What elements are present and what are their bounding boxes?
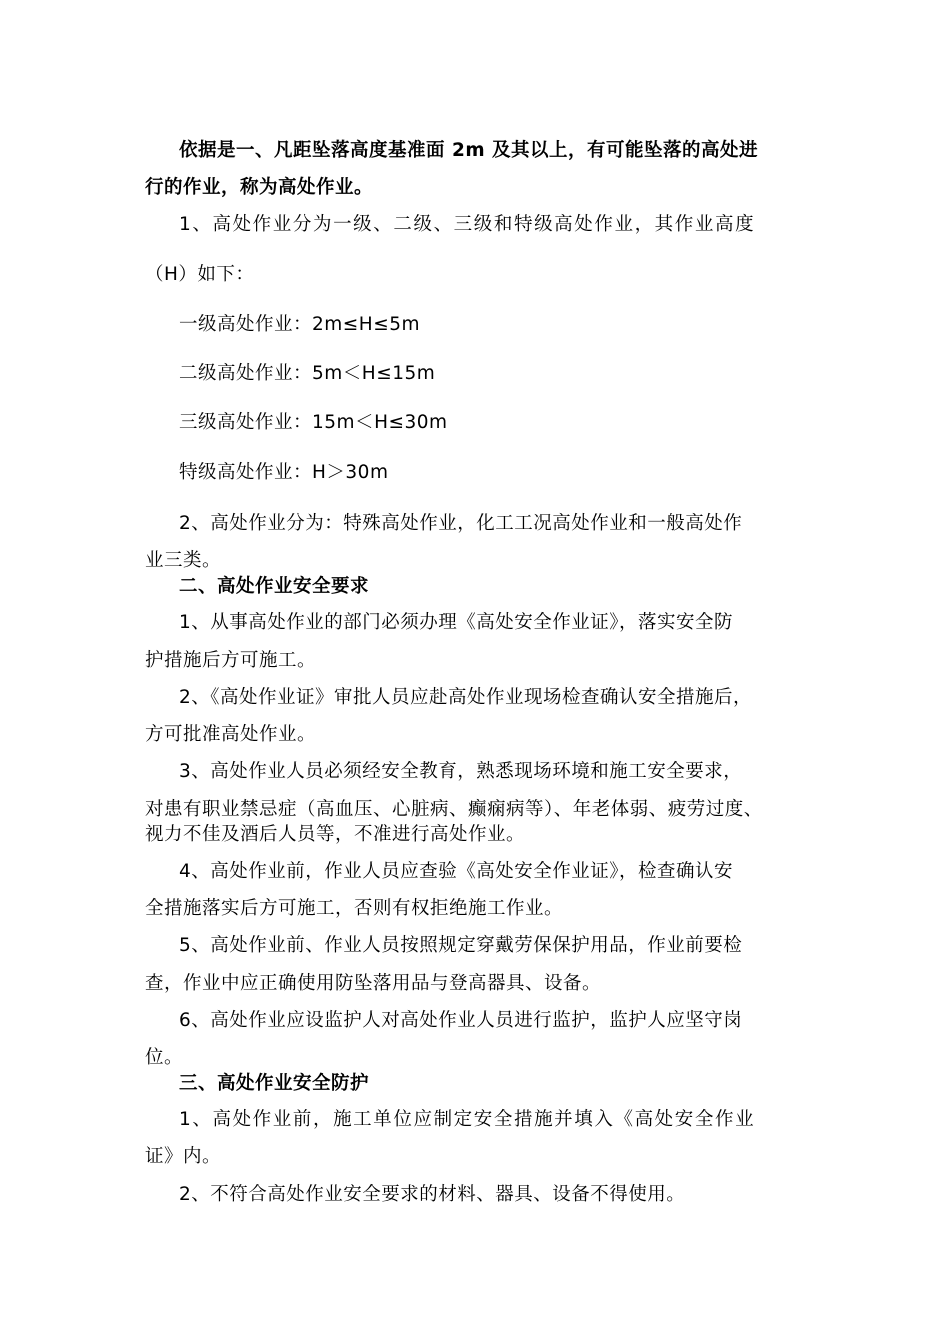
s2-item3-line-1: 3、高处作业人员必须经安全教育，熟悉现场环境和施工安全要求，: [179, 761, 743, 782]
s2-item2-line-1: 2、《高处作业证》审批人员应赴高处作业现场检查确认安全措施后，: [179, 687, 753, 708]
s2-item5-line-2: 查，作业中应正确使用防坠落用品与登高器具、设备。: [145, 973, 602, 994]
s2-item1-line-2: 护措施后方可施工。: [145, 650, 317, 671]
intro-line-2: 行的作业，称为高处作业。: [145, 177, 374, 198]
level-special-line: 特级高处作业：H＞30m: [179, 462, 389, 483]
section-3-heading: 三、高处作业安全防护: [179, 1073, 370, 1094]
item1-line-2: （H）如下：: [145, 264, 255, 285]
s2-item2-line-2: 方可批准高处作业。: [145, 724, 317, 745]
level-2-line: 二级高处作业：5m＜H≤15m: [179, 363, 436, 384]
intro-line-1: 依据是一、凡距坠落高度基准面 2m 及其以上，有可能坠落的高处进: [179, 140, 759, 161]
section-2-heading: 二、高处作业安全要求: [179, 576, 370, 597]
s2-item4-line-1: 4、高处作业前，作业人员应查验《高处安全作业证》，检查确认安: [179, 861, 734, 882]
s2-item4-line-2: 全措施落实后方可施工，否则有权拒绝施工作业。: [145, 898, 564, 919]
s2-item6-line-1: 6、高处作业应设监护人对高处作业人员进行监护，监护人应坚守岗: [179, 1010, 743, 1031]
s3-item1-line-1: 1、高处作业前，施工单位应制定安全措施并填入《高处安全作业: [179, 1109, 756, 1130]
s2-item6-line-2: 位。: [145, 1047, 184, 1068]
s3-item2-line-1: 2、不符合高处作业安全要求的材料、器具、设备不得使用。: [179, 1184, 686, 1205]
item1-line-1: 1、高处作业分为一级、二级、三级和特级高处作业，其作业高度: [179, 214, 756, 235]
item2-line-1: 2、高处作业分为：特殊高处作业，化工工况高处作业和一般高处作: [179, 513, 743, 534]
s2-item5-line-1: 5、高处作业前、作业人员按照规定穿戴劳保保护用品，作业前要检: [179, 935, 743, 956]
level-3-line: 三级高处作业：15m＜H≤30m: [179, 412, 448, 433]
s3-item1-line-2: 证》内。: [145, 1146, 222, 1167]
item2-line-2: 业三类。: [145, 550, 222, 571]
s2-item1-line-1: 1、从事高处作业的部门必须办理《高处安全作业证》，落实安全防: [179, 612, 734, 633]
level-1-line: 一级高处作业：2m≤H≤5m: [179, 314, 420, 335]
s2-item3-line-2: 对患有职业禁忌症（高血压、心脏病、癫痫病等）、年老体弱、疲劳过度、: [145, 799, 763, 820]
s2-item3-line-3: 视力不佳及酒后人员等，不准进行高处作业。: [145, 824, 526, 845]
